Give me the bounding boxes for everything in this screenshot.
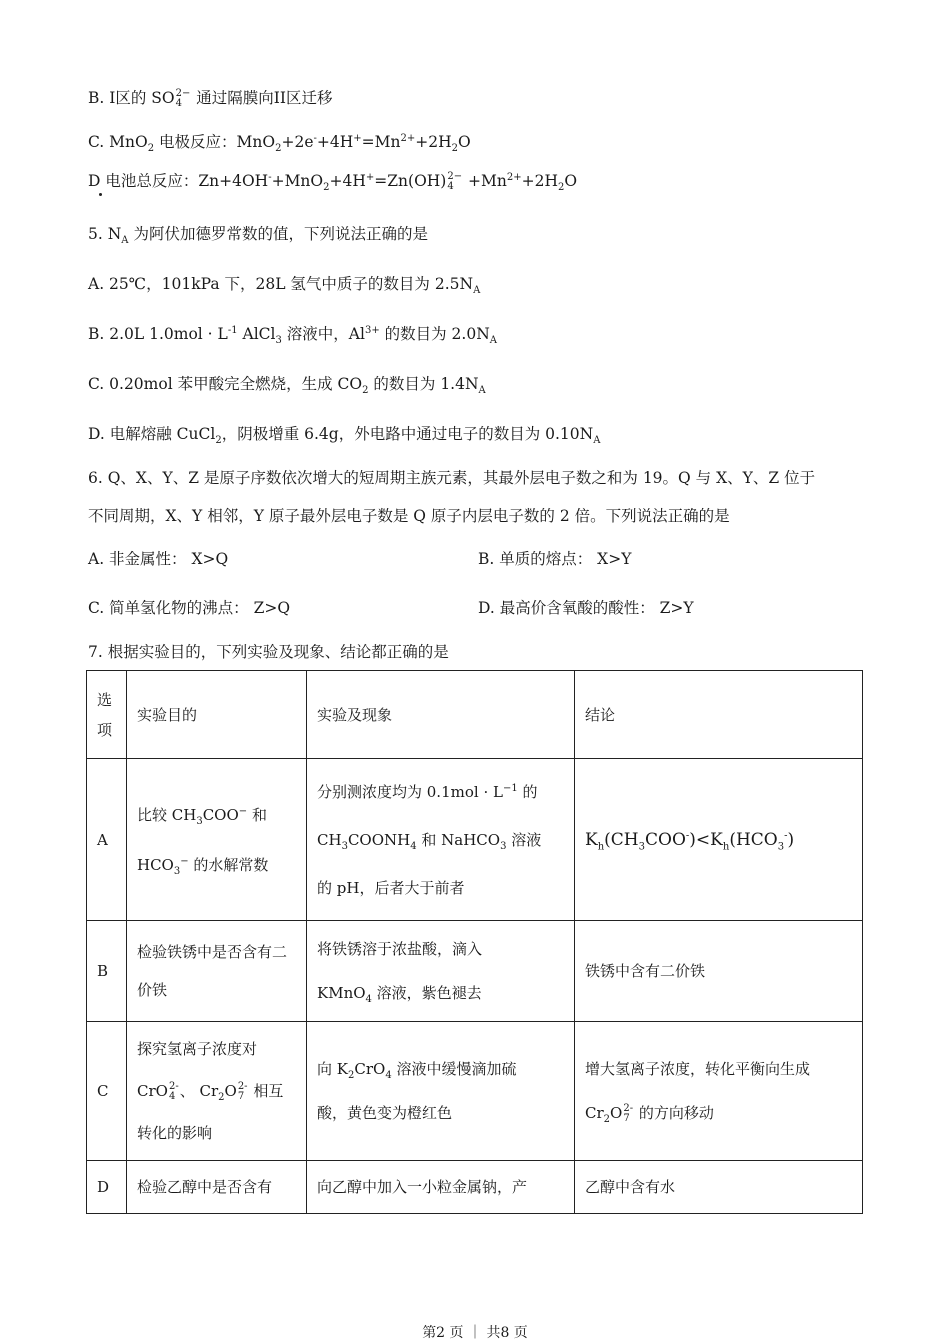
q5-option-a: A. 25℃，101kPa 下，28L 氢气中质子的数目为 $2.5N_A$	[88, 275, 481, 297]
q6-option-a: A. 非金属性： X>Q	[88, 550, 229, 568]
table-row	[87, 759, 863, 921]
header-procedure: 实验及现象	[307, 671, 575, 759]
ion-charge: 2- 7	[237, 1081, 248, 1102]
row-conclusion: 乙醇中含有水	[575, 1161, 863, 1214]
row-purpose: 比较 $CH_3COO^-$ 和 $HCO_3^-$ 的水解常数	[127, 759, 307, 921]
table-row	[87, 1022, 863, 1161]
row-conclusion: 增大氢离子浓度，转化平衡向生成 $Cr_2O$ 2- 7 的方向移动	[575, 1022, 863, 1161]
q5-option-d: D. 电解熔融 CuCl$_2$，阴极增重 6.4g，外电路中通过电子的数目为 $0.10N_A$	[88, 425, 601, 447]
q5-option-c: C. 0.20mol 苯甲酸完全燃烧，生成 $CO_2$ 的数目为 $1.4N_A$	[88, 375, 486, 397]
row-procedure: 将铁锈溶于浓盐酸，滴入 KMnO$_4$ 溶液，紫色褪去	[307, 921, 575, 1022]
header-purpose: 实验目的	[127, 671, 307, 759]
emphasis-dot	[99, 193, 102, 196]
row-procedure: 向乙醇中加入一小粒金属钠，产	[307, 1161, 575, 1214]
row-label: D	[87, 1161, 127, 1214]
q6-option-c: C. 简单氢化物的沸点： Z>Q	[88, 599, 291, 617]
header-option: 选项	[87, 671, 127, 759]
row-label: C	[87, 1022, 127, 1161]
q7-stem: 7. 根据实验目的，下列实验及现象、结论都正确的是	[88, 643, 449, 661]
ion-charge: 2- 7	[623, 1103, 634, 1124]
ion-charge: 2− 4	[447, 171, 463, 192]
ion-charge: 2- 4	[168, 1081, 179, 1102]
q5-option-b: B. 2.0L $1.0mol \cdot L^{-1}$ AlCl$_3$ 溶液中，$Al^{3+}$ 的数目为 $2.0N_A$	[88, 324, 498, 347]
q6-option-b: B. 单质的熔点： X>Y	[478, 550, 632, 568]
ion-charge: 2− 4	[175, 88, 191, 109]
row-purpose: 检验乙醇中是否含有	[127, 1161, 307, 1214]
page-footer: 第2 页 ｜ 共8 页	[422, 1325, 528, 1341]
row-procedure: 分别测浓度均为 $0.1mol \cdot L^{-1}$ 的 $CH_3COONH_4$ 和 NaHCO$_3$ 溶液 的 pH，后者大于前者	[307, 759, 575, 921]
row-conclusion: 铁锈中含有二价铁	[575, 921, 863, 1022]
q6-stem-line2: 不同周期，X、Y 相邻，Y 原子最外层电子数是 Q 原子内层电子数的 2 倍。下列说法正确的是	[88, 507, 730, 525]
header-conclusion: 结论	[575, 671, 863, 759]
q6-option-d: D. 最高价含氧酸的酸性： Z>Y	[478, 599, 694, 617]
q4-option-c: C. MnO$_2$ 电极反应：$MnO_2+2e^-+4H^+=Mn^{2+}+2H_2O$	[88, 132, 471, 155]
q4-option-d: D 电池总反应：Zn+4OH-+MnO$_2$+4H+=Zn(OH) 2− 4 $+Mn^{2+}+2H_2O$	[88, 171, 578, 194]
q4-option-b: B. I区的 SO 2− 4 通过隔膜向II区迁移	[88, 88, 333, 109]
row-label: B	[87, 921, 127, 1022]
table-row	[87, 1161, 863, 1214]
q6-stem-line1: 6. Q、X、Y、Z 是原子序数依次增大的短周期主族元素，其最外层电子数之和为 19。Q 与 X、Y、Z 位于	[88, 469, 816, 487]
table-header-row	[87, 671, 863, 759]
row-conclusion: $K_h(CH_3COO^-)<K_h(HCO_3^-)$	[575, 759, 863, 921]
row-purpose: 检验铁锈中是否含有二价铁	[127, 921, 307, 1022]
row-label: A	[87, 759, 127, 921]
q5-stem: 5. $N_A$ 为阿伏加德罗常数的值，下列说法正确的是	[88, 225, 428, 247]
row-procedure: 向 $K_2CrO_4$ 溶液中缓慢滴加硫 酸，黄色变为橙红色	[307, 1022, 575, 1161]
row-purpose: 探究氢离子浓度对 CrO 2- 4 、 $Cr_2O$ 2- 7 相互 转化的影响	[127, 1022, 307, 1161]
table-row	[87, 921, 863, 1022]
experiment-table	[86, 670, 863, 1214]
